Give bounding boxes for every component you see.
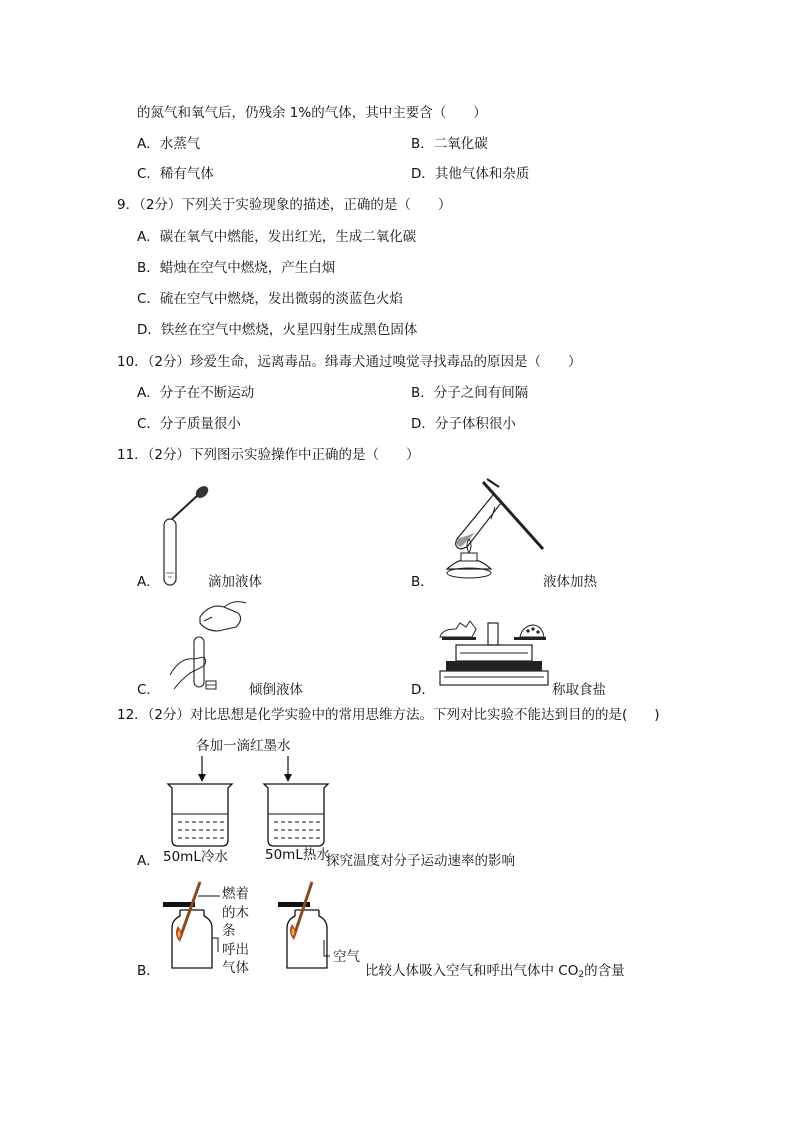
q12-a-caption: 探究温度对分子运动速率的影响 xyxy=(326,853,515,869)
q9-option-c[interactable]: C．硫在空气中燃烧，发出微弱的淡蓝色火焰 xyxy=(137,291,403,307)
q12-b-stick-label-line1: 燃着 xyxy=(222,886,249,902)
q12-stem: 12．（2分）对比思想是化学实验中的常用思维方法。下列对比实验不能达到目的的是( ) xyxy=(117,707,660,723)
q12-a-cold-water-label: 50mL冷水 xyxy=(163,849,228,865)
balance-illustration xyxy=(436,617,551,697)
q12-b-caption: 比较人体吸入空气和呼出气体中 $CO_2$的含量 xyxy=(365,963,625,980)
q10-option-d[interactable]: D．分子体积很小 xyxy=(411,416,516,432)
q11-stem: 11．（2分）下列图示实验操作中正确的是（ ） xyxy=(117,447,420,463)
q11-option-c-caption: 倾倒液体 xyxy=(249,682,303,698)
q9-stem: 9．（2分）下列关于实验现象的描述，正确的是（ ） xyxy=(117,197,452,213)
q10-option-b[interactable]: B．分子之间有间隔 xyxy=(411,385,529,401)
q8-option-d[interactable]: D．其他气体和杂质 xyxy=(411,166,530,182)
q9-option-b[interactable]: B．蜡烛在空气中燃烧，产生白烟 xyxy=(137,260,336,276)
q10-option-a[interactable]: A．分子在不断运动 xyxy=(137,385,255,401)
q11-option-b-letter[interactable]: B． xyxy=(411,574,434,590)
q12-b-exhaled-label-line2: 气体 xyxy=(222,960,249,976)
q12-b-exhaled-label-line1: 呼出 xyxy=(222,942,249,958)
q8-option-a[interactable]: A．水蒸气 xyxy=(137,136,201,152)
q8-option-c[interactable]: C．稀有气体 xyxy=(137,166,214,182)
q8-stem-tail: 的氮气和氧气后，仍残余 1%的气体，其中主要含（ ） xyxy=(137,105,487,121)
q11-option-a-letter[interactable]: A． xyxy=(137,574,160,590)
q8-option-b[interactable]: B．二氧化碳 xyxy=(411,136,488,152)
q12-a-top-label: 各加一滴红墨水 xyxy=(196,738,291,754)
q11-option-b-caption: 液体加热 xyxy=(543,574,597,590)
q12-b-stick-label-line2: 的木 xyxy=(222,905,249,921)
q11-option-c-letter[interactable]: C． xyxy=(137,682,160,698)
q11-option-d-caption: 称取食盐 xyxy=(552,682,606,698)
beakers-illustration xyxy=(160,756,335,856)
q12-b-stick-label-line3: 条 xyxy=(222,923,236,939)
q12-option-a-letter[interactable]: A． xyxy=(137,853,160,869)
q11-option-a-caption: 滴加液体 xyxy=(208,574,262,590)
q12-a-hot-water-label: 50mL热水 xyxy=(265,847,330,863)
heating-liquid-illustration xyxy=(435,477,550,587)
q12-b-air-label: 空气 xyxy=(333,949,360,965)
q9-option-d[interactable]: D．铁丝在空气中燃烧，火星四射生成黑色固体 xyxy=(137,322,418,338)
q10-stem: 10．（2分）珍爱生命，远离毒品。缉毒犬通过嗅觉寻找毒品的原因是（ ） xyxy=(117,354,582,370)
q9-option-a[interactable]: A．碳在氧气中燃能，发出红光，生成二氧化碳 xyxy=(137,229,417,245)
q12-option-b-letter[interactable]: B． xyxy=(137,963,160,979)
q11-option-d-letter[interactable]: D． xyxy=(411,682,435,698)
pouring-liquid-illustration xyxy=(160,597,250,697)
q10-option-c[interactable]: C．分子质量很小 xyxy=(137,416,241,432)
